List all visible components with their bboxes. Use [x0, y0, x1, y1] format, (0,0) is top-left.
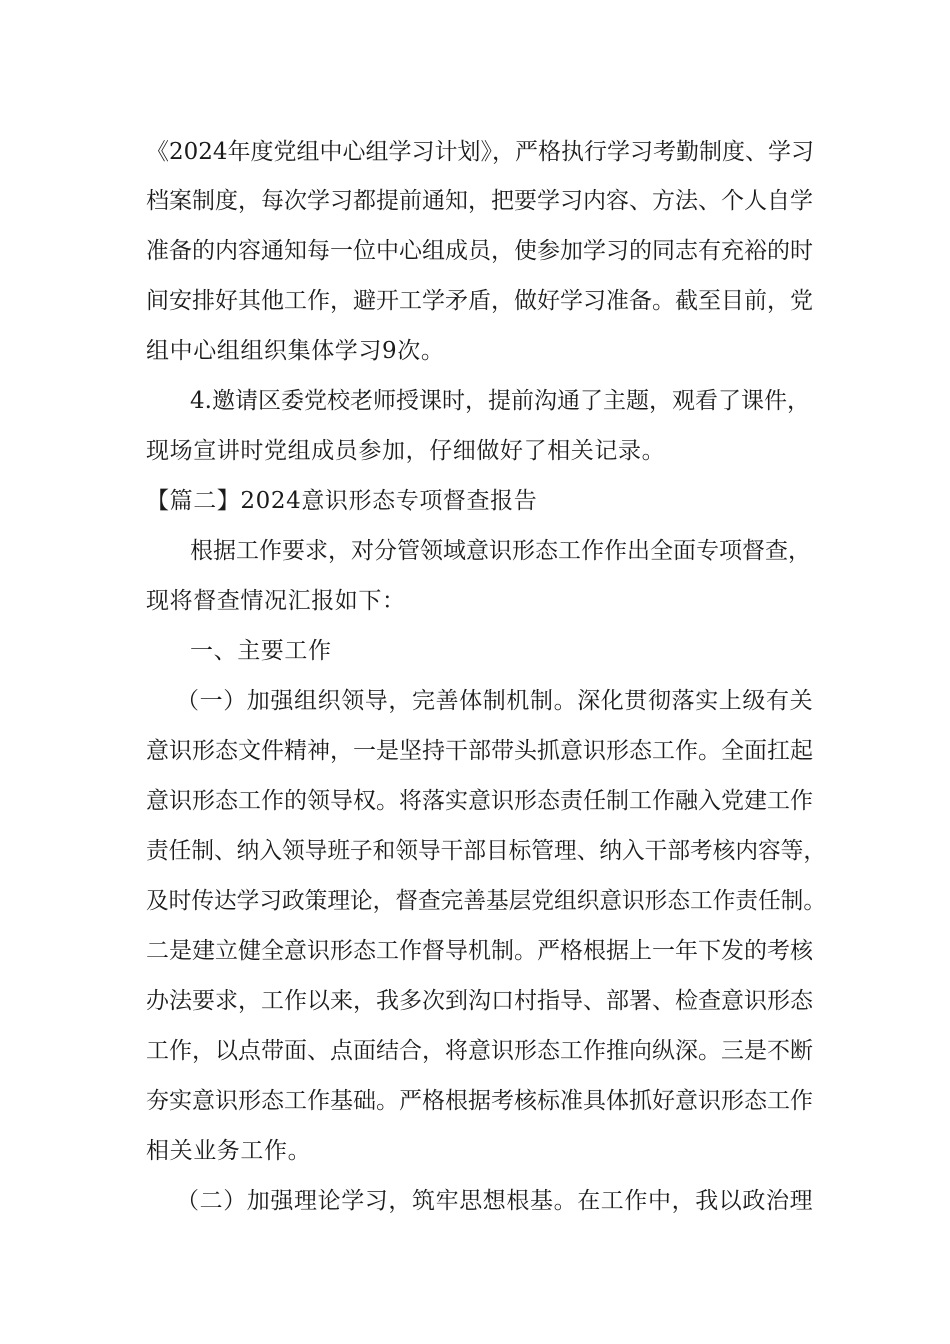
- text-line: 间安排好其他工作，避开工学矛盾，做好学习准备。截至目前，党: [146, 288, 813, 314]
- text-line: 相关业务工作。: [146, 1138, 312, 1164]
- text-line: 现场宣讲时党组成员参加，仔细做好了相关记录。: [146, 438, 666, 464]
- text-line: 《2024年度党组中心组学习计划》，严格执行学习考勤制度、学习: [146, 139, 815, 165]
- text-line: 责任制、纳入领导班子和领导干部目标管理、纳入干部考核内容等，: [146, 838, 826, 864]
- text-line: 根据工作要求，对分管领域意识形态工作作出全面专项督查，: [190, 538, 811, 564]
- text-line: 意识形态文件精神，一是坚持干部带头抓意识形态工作。全面扛起: [146, 738, 813, 764]
- subsection-heading: 一、主要工作: [190, 638, 332, 664]
- text-line: 准备的内容通知每一位中心组成员，使参加学习的同志有充裕的时: [146, 238, 813, 264]
- text-line: 组中心组组织集体学习9次。: [146, 338, 445, 364]
- text-line: 二是建立健全意识形态工作督导机制。严格根据上一年下发的考核: [146, 938, 813, 964]
- section-heading: 【篇二】2024意识形态专项督查报告: [146, 488, 538, 514]
- text-line: 意识形态工作的领导权。将落实意识形态责任制工作融入党建工作: [146, 788, 813, 814]
- text-line: 办法要求，工作以来，我多次到沟口村指导、部署、检查意识形态: [146, 988, 813, 1014]
- text-line: 及时传达学习政策理论，督查完善基层党组织意识形态工作责任制。: [146, 888, 826, 914]
- text-line: （一）加强组织领导，完善体制机制。深化贯彻落实上级有关: [176, 688, 814, 714]
- text-line: 工作，以点带面、点面结合，将意识形态工作推向纵深。三是不断: [146, 1038, 813, 1064]
- text-line: 夯实意识形态工作基础。严格根据考核标准具体抓好意识形态工作: [146, 1088, 813, 1114]
- text-line: （二）加强理论学习，筑牢思想根基。在工作中，我以政治理: [176, 1188, 814, 1214]
- text-line: 档案制度，每次学习都提前通知，把要学习内容、方法、个人自学: [146, 188, 813, 214]
- text-line: 现将督查情况汇报如下：: [146, 588, 406, 614]
- text-line: 4.邀请区委党校老师授课时，提前沟通了主题，观看了课件，: [190, 388, 810, 414]
